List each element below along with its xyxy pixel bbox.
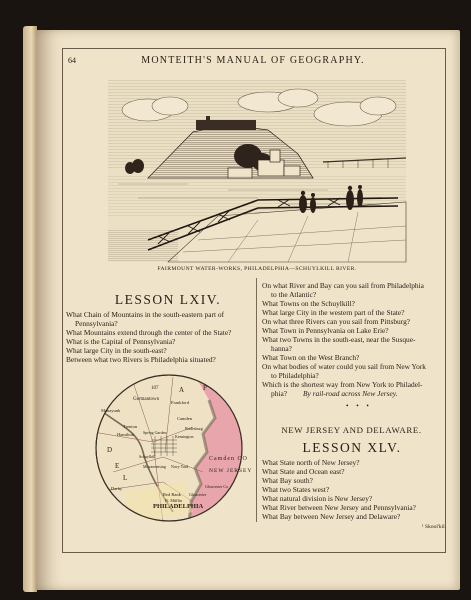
answer-note: By rail-road across New Jersey. — [303, 389, 398, 398]
map-label: Spring Garden — [143, 430, 167, 435]
lesson-64-question-right: to the Atlantic? — [271, 290, 317, 299]
map-label: Navy Yard — [171, 464, 189, 469]
map-label: L — [123, 474, 128, 482]
map-label: Darby — [111, 486, 123, 491]
lesson-65-question: What River between New Jersey and Pennsylvania? — [262, 503, 416, 512]
lesson-65-heading: LESSON XLV. — [302, 440, 402, 455]
map-label: Camden — [177, 416, 192, 421]
lesson-64-question-right: What Town in Pennsylvania on Lake Erie? — [262, 326, 389, 335]
page-number: 64 — [68, 56, 76, 65]
lesson-64-question-right: On what three Rivers can you sail from Pittsburg? — [262, 317, 411, 326]
lesson-64-question: What large City in the south-east? — [66, 346, 167, 355]
map-label: Bridesburg — [185, 426, 203, 431]
lesson-64-question-right: What large City in the western part of the State? — [262, 308, 405, 317]
lesson-64-question-right: What two Towns in the south-east, near the Susque- — [262, 335, 416, 344]
map-label: 107 — [151, 386, 159, 391]
map-label: A — [179, 386, 185, 394]
map-label: Germantown — [133, 397, 160, 402]
lesson-64-question-right: hanna? — [271, 344, 292, 353]
lesson-64-question: Between what two Rivers is Philadelphia situated? — [66, 355, 216, 364]
philadelphia-map — [93, 372, 253, 524]
lesson-64-question-right: What Towns on the Schuylkill? — [262, 299, 355, 308]
philadelphia-map-drawing — [93, 372, 253, 524]
map-label: Schuylkill — [139, 454, 156, 459]
lesson-65-question: What Bay south? — [262, 476, 313, 485]
lesson-64-question: What Mountains extend through the center of the State? — [66, 328, 232, 337]
lesson-64-question-right: On what bodies of water could you sail from New York — [262, 362, 427, 371]
footnote: ¹ Skool'kil. — [422, 524, 447, 530]
lesson-64-question-right: Which is the shortest way from New York to Philadel- — [262, 380, 423, 389]
map-label: Manayunk — [101, 408, 121, 413]
book-title: MONTEITH'S MANUAL OF GEOGRAPHY. — [141, 55, 365, 66]
map-label: Hamilton — [117, 432, 134, 437]
map-label: Frankford — [171, 400, 189, 405]
lesson-64-question-right: to Philadelphia? — [271, 371, 319, 380]
map-label: Trenton — [123, 424, 138, 429]
map-label: Gloucester — [189, 492, 207, 497]
lesson-65-question: What State north of New Jersey? — [262, 458, 360, 467]
lesson-64-heading: LESSON LXIV. — [114, 292, 222, 307]
map-label: P — [203, 384, 207, 392]
map-label: PHILADELPHIA — [153, 503, 204, 510]
lesson-64-question-right: What Town on the West Branch? — [262, 353, 360, 362]
map-label: Kensington — [175, 434, 194, 439]
lesson-65-question: What two States west? — [262, 485, 330, 494]
section-title: NEW JERSEY AND DELAWARE. — [281, 425, 422, 435]
lesson-65-question: What State and Ocean east? — [262, 467, 345, 476]
engraving-illustration — [108, 80, 406, 262]
lesson-65-question: What Bay between New Jersey and Delaware? — [262, 512, 401, 521]
map-label: Ft. Mifflin — [165, 498, 182, 503]
lesson-64-question-right: On what River and Bay can you sail from Philadelphia — [262, 281, 424, 290]
map-label: NEW JERSEY — [209, 468, 253, 474]
running-header — [62, 55, 444, 71]
section-ornament: • • • — [346, 402, 372, 410]
lesson-64-question: Pennsylvania? — [75, 319, 118, 328]
map-label: Red Bank — [163, 492, 181, 497]
map-label: E — [115, 462, 120, 470]
lesson-64-question-right: phia? — [271, 389, 288, 398]
lesson-64-question: What Chain of Mountains in the south-eastern part of — [66, 310, 225, 319]
map-label: Gloucester Co — [205, 484, 228, 489]
lesson-64-question: What is the Capital of Pennsylvania? — [66, 337, 176, 346]
illustration-caption: FAIRMOUNT WATER-WORKS, PHILADELPHIA—SCHUYLKILL RIVER. — [157, 266, 357, 272]
map-label: Moyamensing — [143, 464, 166, 469]
page-edge — [23, 26, 37, 592]
waterworks-engraving — [108, 80, 406, 262]
column-divider — [256, 278, 257, 522]
map-label: Camden CO — [209, 456, 248, 462]
map-label: D — [107, 446, 113, 454]
lesson-65-question: What natural division is New Jersey? — [262, 494, 373, 503]
